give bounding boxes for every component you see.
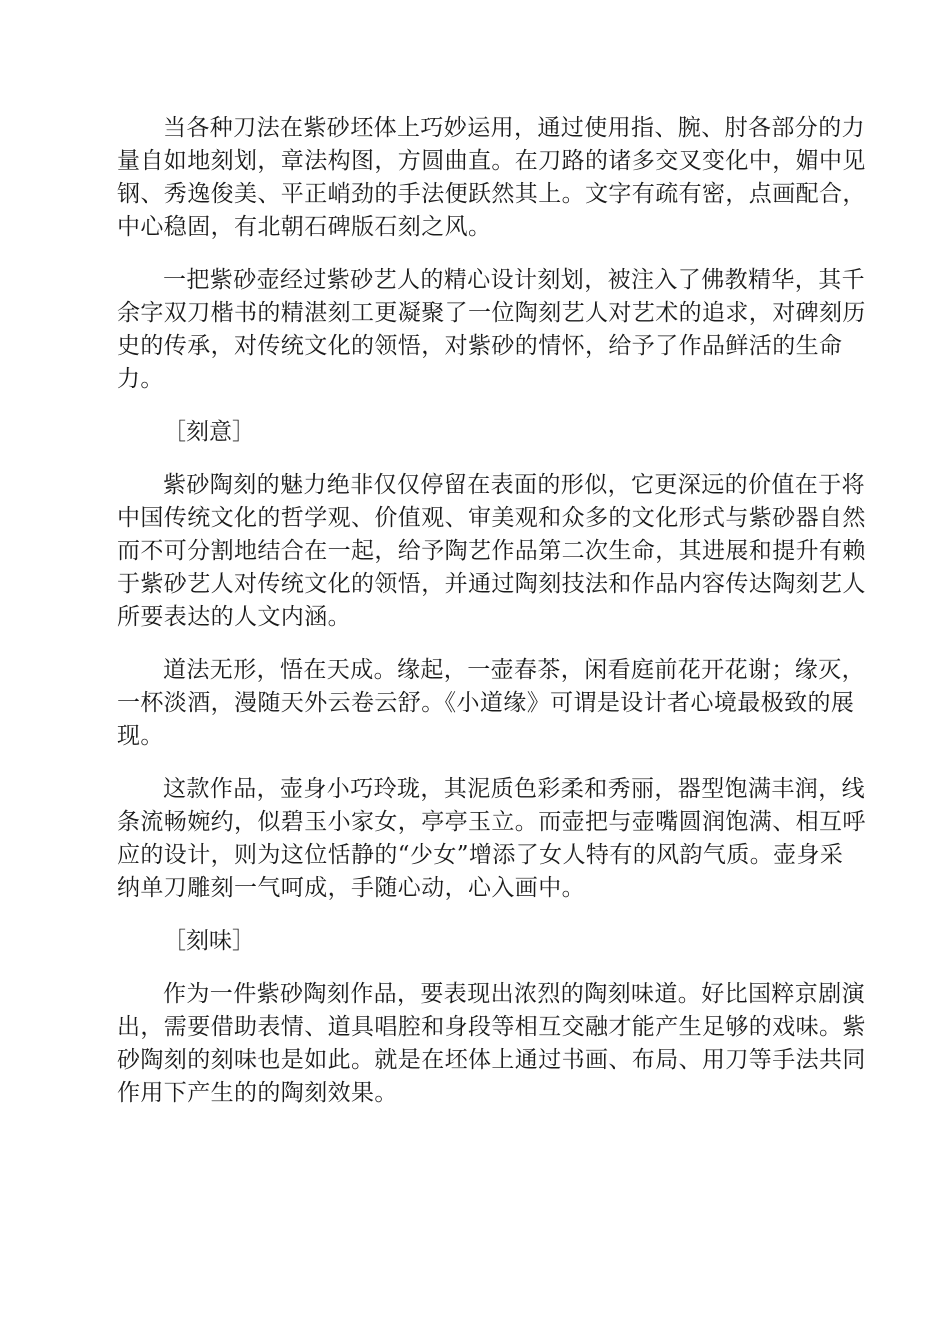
text-line: 这款作品，壶身小巧玲珑，其泥质色彩柔和秀丽，器型饱满丰润，线	[163, 776, 865, 802]
text-line: 紫砂陶刻的魅力绝非仅仅停留在表面的形似，它更深远的价值在于将	[163, 472, 865, 498]
paragraph-dao-fa-wu-xing	[117, 654, 865, 753]
text-line: 作用下产生的的陶刻效果。	[117, 1080, 398, 1106]
section-heading-keyi: ［刻意］	[163, 419, 255, 445]
text-line: 当各种刀法在紫砂坯体上巧妙运用，通过使用指、腕、肘各部分的力	[163, 115, 865, 141]
paragraph-teapot-design	[117, 264, 866, 396]
text-line: 所要表达的人文内涵。	[117, 604, 351, 630]
text-line: 一把紫砂壶经过紫砂艺人的精心设计刻划，被注入了佛教精华，其千	[163, 267, 865, 293]
text-line: 道法无形，悟在天成。缘起，一壶春茶，闲看庭前花开花谢；缘灭，	[163, 657, 865, 683]
text-line: 中心稳固，有北朝石碑版石刻之风。	[117, 214, 492, 240]
text-line: 中国传统文化的哲学观、价值观、审美观和众多的文化形式与紫砂器自然	[117, 505, 866, 531]
paragraph-work-description	[117, 773, 866, 905]
text-line: 史的传承，对传统文化的领悟，对紫砂的情怀，给予了作品鲜活的生命	[117, 333, 843, 359]
text-line: 出，需要借助表情、道具唱腔和身段等相互交融才能产生足够的戏味。紫	[117, 1014, 866, 1040]
paragraph-carving-techniques	[117, 112, 866, 244]
text-line: 余字双刀楷书的精湛刻工更凝聚了一位陶刻艺人对艺术的追求，对碑刻历	[117, 300, 866, 326]
text-line: 砂陶刻的刻味也是如此。就是在坯体上通过书画、布局、用刀等手法共同	[117, 1047, 866, 1073]
document-page	[117, 112, 866, 1130]
text-line: 应的设计，则为这位恬静的“少女”增添了女人特有的风韵气质。壶身采	[117, 842, 844, 868]
text-line: 力。	[117, 366, 164, 392]
text-line: 条流畅婉约，似碧玉小家女，亭亭玉立。而壶把与壶嘴圆润饱满、相互呼	[117, 809, 866, 835]
text-line: 作为一件紫砂陶刻作品，要表现出浓烈的陶刻味道。好比国粹京剧演	[163, 981, 865, 1007]
text-line: 纳单刀雕刻一气呵成，手随心动，心入画中。	[117, 875, 585, 901]
paragraph-charm-of-carving	[117, 469, 866, 634]
paragraph-carving-flavor	[117, 978, 866, 1110]
section-heading-kewei: ［刻味］	[163, 928, 255, 954]
text-line: 而不可分割地结合在一起，给予陶艺作品第二次生命，其进展和提升有赖	[117, 538, 866, 564]
text-line: 一杯淡酒，漫随天外云卷云舒。《小道缘》可谓是设计者心境最极致的展	[117, 690, 855, 716]
text-line: 量自如地刻划，章法构图，方圆曲直。在刀路的诸多交叉变化中，媚中见	[117, 148, 866, 174]
text-line: 于紫砂艺人对传统文化的领悟，并通过陶刻技法和作品内容传达陶刻艺人	[117, 571, 866, 597]
text-line: 钢、秀逸俊美、平正峭劲的手法便跃然其上。文字有疏有密，点画配合，	[117, 181, 866, 207]
text-line: 现。	[117, 723, 164, 749]
